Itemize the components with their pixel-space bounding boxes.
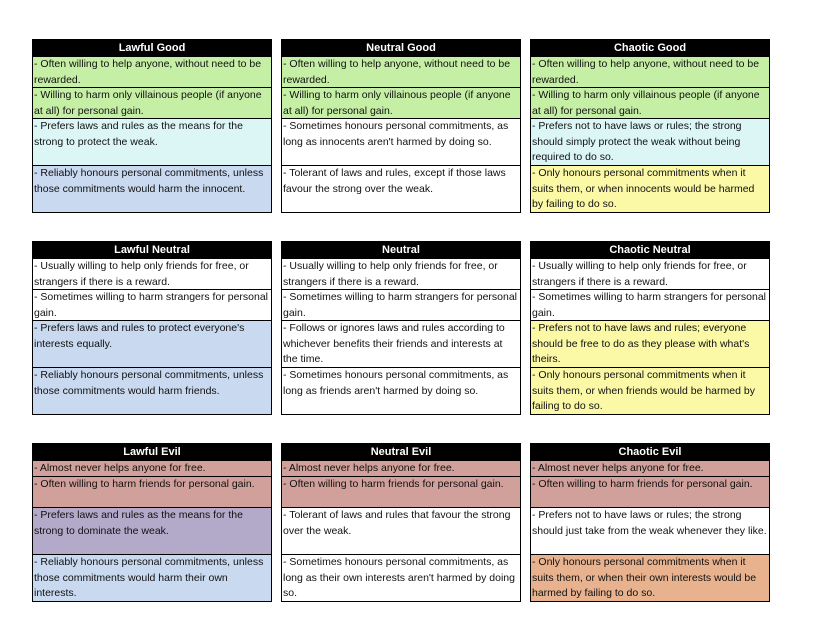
help-trait: - Almost never helps anyone for free. xyxy=(282,460,520,476)
law-trait: - Prefers not to have laws and rules; everyone should be free to do as they please with what's theirs. xyxy=(531,320,769,367)
card-title: Neutral Good xyxy=(282,40,520,56)
card-title: Neutral Evil xyxy=(282,444,520,460)
law-trait: - Prefers laws and rules as the means for the strong to dominate the weak. xyxy=(33,507,271,554)
help-trait: - Often willing to help anyone, without need to be rewarded. xyxy=(282,56,520,87)
card-neutral xyxy=(281,241,521,415)
card-neutral-evil xyxy=(281,443,521,602)
law-trait: - Follows or ignores laws and rules according to whichever benefits their friends and interests at the time. xyxy=(282,320,520,367)
help-trait: - Almost never helps anyone for free. xyxy=(33,460,271,476)
harm-trait: - Sometimes willing to harm strangers for personal gain. xyxy=(33,289,271,320)
law-trait: - Prefers not to have laws or rules; the strong should just take from the weak whenever they like. xyxy=(531,507,769,554)
card-title: Neutral xyxy=(282,242,520,258)
card-chaotic-good xyxy=(530,39,770,213)
commitment-trait: - Only honours personal commitments when it suits them, or when their own interests would be harmed by failing to do so. xyxy=(531,554,769,601)
harm-trait: - Willing to harm only villainous people (if anyone at all) for personal gain. xyxy=(33,87,271,118)
card-title: Chaotic Neutral xyxy=(531,242,769,258)
harm-trait: - Willing to harm only villainous people (if anyone at all) for personal gain. xyxy=(282,87,520,118)
commitment-trait: - Only honours personal commitments when it suits them, or when innocents would be harmed by failing to do so. xyxy=(531,165,769,212)
commitment-trait: - Sometimes honours personal commitments, as long as their own interests aren't harmed by doing so. xyxy=(282,554,520,601)
commitment-trait: - Reliably honours personal commitments, unless those commitments would harm friends. xyxy=(33,367,271,414)
law-trait: - Prefers laws and rules as the means for the strong to protect the weak. xyxy=(33,118,271,165)
card-lawful-neutral xyxy=(32,241,272,415)
help-trait: - Almost never helps anyone for free. xyxy=(531,460,769,476)
help-trait: - Often willing to help anyone, without need to be rewarded. xyxy=(33,56,271,87)
harm-trait: - Sometimes willing to harm strangers for personal gain. xyxy=(282,289,520,320)
help-trait: - Often willing to help anyone, without need to be rewarded. xyxy=(531,56,769,87)
help-trait: - Usually willing to help only friends for free, or strangers if there is a reward. xyxy=(282,258,520,289)
harm-trait: - Sometimes willing to harm strangers for personal gain. xyxy=(531,289,769,320)
law-trait: - Tolerant of laws and rules that favour the strong over the weak. xyxy=(282,507,520,554)
card-title: Lawful Good xyxy=(33,40,271,56)
help-trait: - Usually willing to help only friends for free, or strangers if there is a reward. xyxy=(33,258,271,289)
commitment-trait: - Only honours personal commitments when it suits them, or when friends would be harmed by failing to do so. xyxy=(531,367,769,414)
harm-trait: - Often willing to harm friends for personal gain. xyxy=(33,476,271,507)
card-title: Lawful Evil xyxy=(33,444,271,460)
commitment-trait: - Sometimes honours personal commitments, as long as friends aren't harmed by doing so. xyxy=(282,367,520,414)
harm-trait: - Willing to harm only villainous people (if anyone at all) for personal gain. xyxy=(531,87,769,118)
card-lawful-evil xyxy=(32,443,272,602)
help-trait: - Usually willing to help only friends for free, or strangers if there is a reward. xyxy=(531,258,769,289)
card-title: Chaotic Evil xyxy=(531,444,769,460)
commitment-trait: - Sometimes honours personal commitments, as long as innocents aren't harmed by doing so. xyxy=(282,118,520,165)
card-neutral-good xyxy=(281,39,521,213)
harm-trait: - Often willing to harm friends for personal gain. xyxy=(282,476,520,507)
harm-trait: - Often willing to harm friends for personal gain. xyxy=(531,476,769,507)
commitment-trait: - Reliably honours personal commitments, unless those commitments would harm their own interests. xyxy=(33,554,271,601)
law-trait: - Prefers not to have laws or rules; the strong should simply protect the weak without being required to do so. xyxy=(531,118,769,165)
law-trait: - Prefers laws and rules to protect everyone's interests equally. xyxy=(33,320,271,367)
card-lawful-good xyxy=(32,39,272,213)
law-trait: - Tolerant of laws and rules, except if those laws favour the strong over the weak. xyxy=(282,165,520,212)
card-chaotic-evil xyxy=(530,443,770,602)
commitment-trait: - Reliably honours personal commitments, unless those commitments would harm the innocent. xyxy=(33,165,271,212)
card-chaotic-neutral xyxy=(530,241,770,415)
card-title: Lawful Neutral xyxy=(33,242,271,258)
card-title: Chaotic Good xyxy=(531,40,769,56)
